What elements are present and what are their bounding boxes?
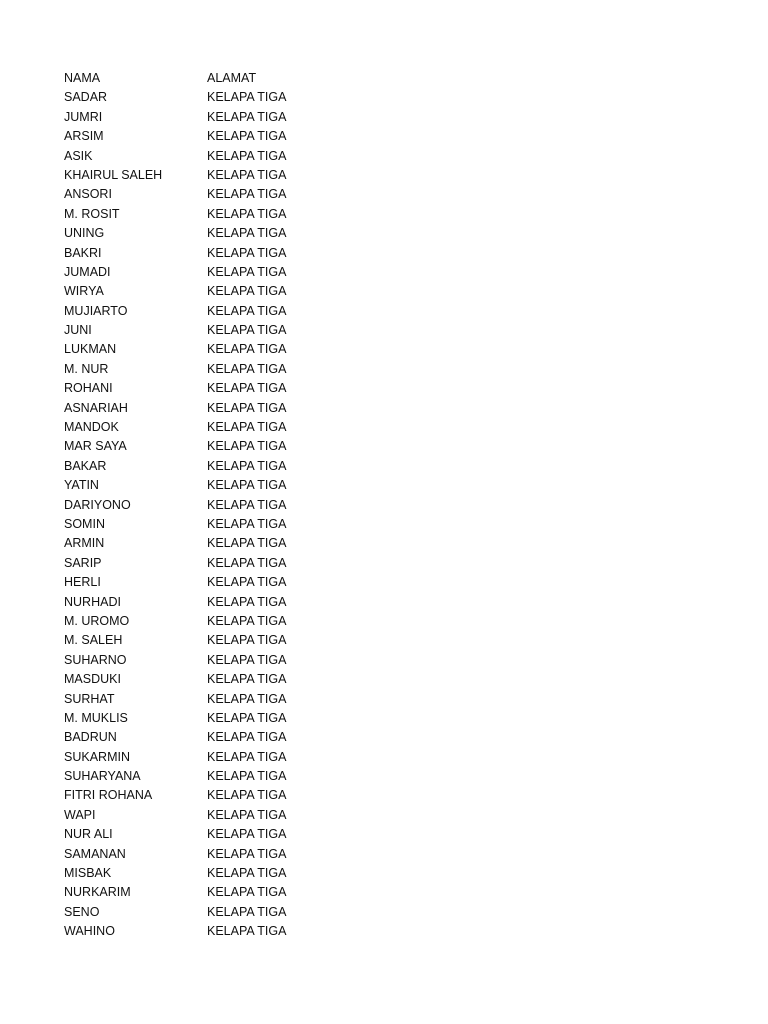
cell-alamat: KELAPA TIGA — [207, 458, 287, 473]
cell-nama: ROHANI — [64, 381, 113, 396]
table-row — [64, 534, 407, 553]
table-row — [64, 340, 407, 359]
cell-alamat: KELAPA TIGA — [207, 206, 287, 221]
cell-alamat: KELAPA TIGA — [207, 284, 287, 299]
cell-nama: KHAIRUL SALEH — [64, 167, 163, 182]
cell-alamat: KELAPA TIGA — [207, 497, 287, 512]
table-row — [64, 166, 407, 185]
cell-alamat: KELAPA TIGA — [207, 769, 287, 784]
table-body — [64, 88, 407, 941]
cell-nama: YATIN — [64, 478, 99, 493]
cell-nama: JUMADI — [64, 264, 111, 279]
cell-alamat: KELAPA TIGA — [207, 749, 287, 764]
cell-alamat: KELAPA TIGA — [207, 129, 287, 144]
cell-nama: DARIYONO — [64, 497, 131, 512]
table-row — [64, 786, 407, 805]
cell-alamat: KELAPA TIGA — [207, 904, 287, 919]
table-row — [64, 185, 407, 204]
cell-nama: NURHADI — [64, 594, 121, 609]
table-row — [64, 302, 407, 321]
cell-alamat: KELAPA TIGA — [207, 361, 287, 376]
cell-alamat: KELAPA TIGA — [207, 148, 287, 163]
cell-alamat: KELAPA TIGA — [207, 730, 287, 745]
header-nama: NAMA — [64, 71, 101, 85]
cell-alamat: KELAPA TIGA — [207, 226, 287, 241]
cell-nama: ARMIN — [64, 536, 105, 551]
cell-nama: BAKRI — [64, 245, 102, 260]
table-row — [64, 360, 407, 379]
cell-alamat: KELAPA TIGA — [207, 846, 287, 861]
cell-alamat: KELAPA TIGA — [207, 613, 287, 628]
cell-alamat: KELAPA TIGA — [207, 342, 287, 357]
cell-alamat: KELAPA TIGA — [207, 303, 287, 318]
cell-nama: MASDUKI — [64, 672, 121, 687]
cell-nama: ASNARIAH — [64, 400, 128, 415]
table-row — [64, 515, 407, 534]
cell-alamat: KELAPA TIGA — [207, 691, 287, 706]
table-row — [64, 845, 407, 864]
cell-alamat: KELAPA TIGA — [207, 381, 287, 396]
cell-nama: ARSIM — [64, 129, 104, 144]
table-row — [64, 496, 407, 515]
table-row — [64, 457, 407, 476]
table-row — [64, 282, 407, 301]
table-row — [64, 806, 407, 825]
cell-nama: SARIP — [64, 555, 102, 570]
table-row — [64, 709, 407, 728]
cell-nama: SUKARMIN — [64, 749, 130, 764]
cell-alamat: KELAPA TIGA — [207, 555, 287, 570]
cell-alamat: KELAPA TIGA — [207, 400, 287, 415]
cell-alamat: KELAPA TIGA — [207, 866, 287, 881]
cell-nama: M. MUKLIS — [64, 710, 128, 725]
cell-nama: NUR ALI — [64, 827, 113, 842]
cell-alamat: KELAPA TIGA — [207, 807, 287, 822]
cell-nama: NURKARIM — [64, 885, 131, 900]
table-row — [64, 767, 407, 786]
table-row — [64, 88, 407, 107]
cell-alamat: KELAPA TIGA — [207, 478, 287, 493]
cell-nama: SADAR — [64, 90, 108, 105]
cell-alamat: KELAPA TIGA — [207, 323, 287, 338]
cell-nama: WAHINO — [64, 924, 115, 939]
cell-alamat: KELAPA TIGA — [207, 516, 287, 531]
table-row — [64, 321, 407, 340]
table-row — [64, 127, 407, 146]
table-row — [64, 224, 407, 243]
cell-nama: JUNI — [64, 323, 92, 338]
cell-alamat: KELAPA TIGA — [207, 420, 287, 435]
cell-alamat: KELAPA TIGA — [207, 594, 287, 609]
cell-nama: FITRI ROHANA — [64, 788, 153, 803]
cell-alamat: KELAPA TIGA — [207, 245, 287, 260]
cell-nama: SOMIN — [64, 516, 105, 531]
table-header-row — [64, 69, 407, 88]
cell-alamat: KELAPA TIGA — [207, 652, 287, 667]
header-alamat: ALAMAT — [207, 71, 257, 85]
table-row — [64, 922, 407, 941]
table-row — [64, 476, 407, 495]
cell-alamat: KELAPA TIGA — [207, 710, 287, 725]
cell-nama: LUKMAN — [64, 342, 117, 357]
cell-nama: M. ROSIT — [64, 206, 120, 221]
cell-nama: MANDOK — [64, 420, 119, 435]
table-row — [64, 612, 407, 631]
cell-nama: SAMANAN — [64, 846, 126, 861]
cell-nama: ASIK — [64, 148, 93, 163]
table-row — [64, 418, 407, 437]
table-row — [64, 437, 407, 456]
cell-nama: MUJIARTO — [64, 303, 128, 318]
table-row — [64, 263, 407, 282]
cell-nama: MISBAK — [64, 866, 112, 881]
table-row — [64, 108, 407, 127]
table-row — [64, 670, 407, 689]
cell-nama: HERLI — [64, 575, 101, 590]
table-row — [64, 748, 407, 767]
cell-nama: WAPI — [64, 807, 96, 822]
cell-alamat: KELAPA TIGA — [207, 788, 287, 803]
cell-alamat: KELAPA TIGA — [207, 575, 287, 590]
table-row — [64, 825, 407, 844]
cell-alamat: KELAPA TIGA — [207, 885, 287, 900]
cell-nama: M. NUR — [64, 361, 109, 376]
data-table — [64, 69, 407, 942]
table-row — [64, 864, 407, 883]
table-row — [64, 399, 407, 418]
table-row — [64, 205, 407, 224]
cell-alamat: KELAPA TIGA — [207, 536, 287, 551]
table-row — [64, 631, 407, 650]
cell-nama: ANSORI — [64, 187, 112, 202]
table-row — [64, 883, 407, 902]
cell-nama: SUHARNO — [64, 652, 127, 667]
cell-nama: M. SALEH — [64, 633, 123, 648]
cell-alamat: KELAPA TIGA — [207, 109, 287, 124]
table-row — [64, 651, 407, 670]
cell-nama: M. UROMO — [64, 613, 130, 628]
table-row — [64, 379, 407, 398]
cell-alamat: KELAPA TIGA — [207, 633, 287, 648]
cell-nama: WIRYA — [64, 284, 104, 299]
table-row — [64, 244, 407, 263]
cell-alamat: KELAPA TIGA — [207, 672, 287, 687]
cell-nama: JUMRI — [64, 109, 103, 124]
cell-nama: MAR SAYA — [64, 439, 127, 454]
table-row — [64, 554, 407, 573]
cell-alamat: KELAPA TIGA — [207, 827, 287, 842]
cell-nama: BAKAR — [64, 458, 107, 473]
cell-alamat: KELAPA TIGA — [207, 264, 287, 279]
table-row — [64, 728, 407, 747]
cell-nama: BADRUN — [64, 730, 117, 745]
cell-nama: SENO — [64, 904, 100, 919]
cell-nama: SURHAT — [64, 691, 115, 706]
cell-nama: SUHARYANA — [64, 769, 141, 784]
cell-alamat: KELAPA TIGA — [207, 90, 287, 105]
cell-alamat: KELAPA TIGA — [207, 187, 287, 202]
cell-alamat: KELAPA TIGA — [207, 167, 287, 182]
cell-alamat: KELAPA TIGA — [207, 924, 287, 939]
table-row — [64, 690, 407, 709]
table-row — [64, 593, 407, 612]
cell-alamat: KELAPA TIGA — [207, 439, 287, 454]
table-row — [64, 573, 407, 592]
table-row — [64, 147, 407, 166]
cell-nama: UNING — [64, 226, 105, 241]
table-row — [64, 903, 407, 922]
